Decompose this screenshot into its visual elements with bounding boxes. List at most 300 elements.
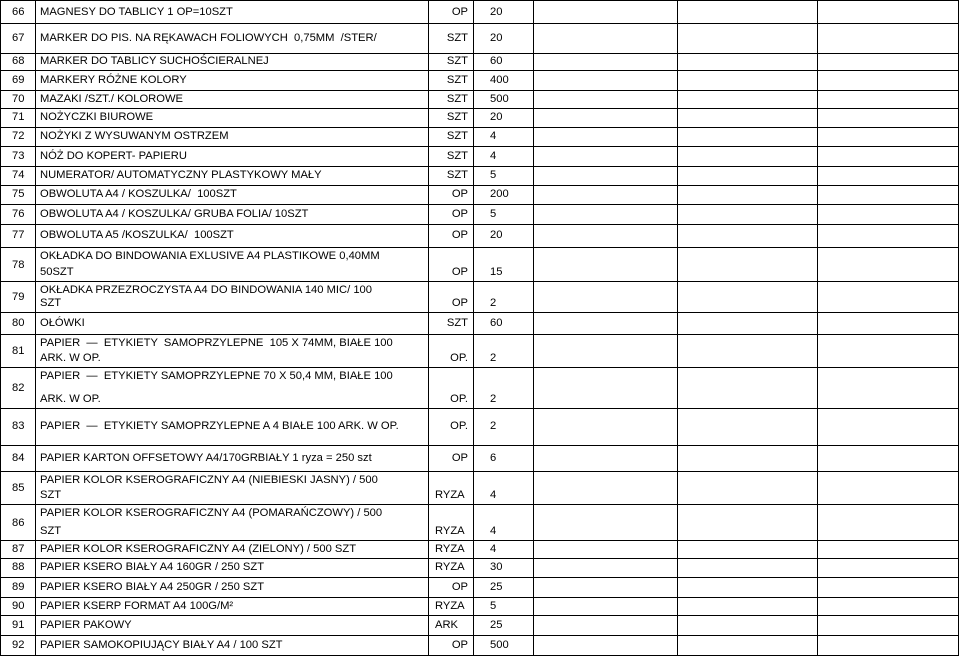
item-unit: OP: [451, 266, 468, 278]
cell-unit: [429, 248, 474, 282]
cell-unit: [429, 409, 474, 446]
cell-empty: [818, 186, 959, 205]
cell-name: [36, 225, 429, 248]
item-unit: OP: [451, 208, 468, 220]
cell-name: [36, 559, 429, 578]
cell-empty: [818, 578, 959, 598]
item-number: 82: [12, 382, 25, 394]
cell-empty: [818, 24, 959, 54]
item-number: 68: [12, 55, 25, 67]
item-name: MARKER DO PIS. NA RĘKAWACH FOLIOWYCH 0,75MM /STER/: [40, 32, 377, 44]
item-name: PAPIER KSERP FORMAT A4 100G/M²: [40, 600, 234, 612]
item-unit: OP: [451, 581, 468, 593]
cell-empty: [818, 147, 959, 167]
cell-number: [0, 186, 36, 205]
cell-unit: [429, 313, 474, 335]
cell-number: [0, 147, 36, 167]
cell-number: [0, 335, 36, 368]
cell-empty: [678, 24, 818, 54]
cell-empty: [818, 335, 959, 368]
item-number: 79: [12, 291, 25, 303]
cell-name: [36, 541, 429, 559]
item-number: 90: [12, 600, 25, 612]
item-name-line2: SZT: [40, 525, 62, 537]
item-quantity: 2: [490, 393, 497, 405]
cell-number: [0, 368, 36, 409]
table-row: [0, 616, 959, 636]
item-unit: SZT: [446, 317, 468, 329]
item-name: OŁÓWKI: [40, 317, 85, 329]
item-unit: RYZA: [435, 543, 465, 555]
cell-empty: [534, 167, 678, 186]
cell-number: [0, 205, 36, 225]
cell-unit: [429, 559, 474, 578]
cell-empty: [678, 91, 818, 109]
item-unit: RYZA: [435, 525, 465, 537]
cell-number: [0, 225, 36, 248]
item-name: PAPIER KOLOR KSEROGRAFICZNY A4 (NIEBIESKI JASNY) / 500: [40, 474, 378, 486]
table-row: [0, 636, 959, 656]
cell-empty: [534, 598, 678, 616]
cell-empty: [818, 472, 959, 505]
item-number: 77: [12, 229, 25, 241]
item-name-line2: SZT: [40, 489, 62, 501]
cell-number: [0, 24, 36, 54]
item-quantity: 25: [490, 619, 503, 631]
cell-name: [36, 368, 429, 409]
cell-quantity: [474, 128, 534, 147]
item-quantity: 4: [490, 150, 497, 162]
cell-empty: [818, 248, 959, 282]
cell-name: [36, 54, 429, 71]
cell-unit: [429, 282, 474, 313]
item-name-line2: 50SZT: [40, 266, 74, 278]
table-row: [0, 472, 959, 505]
cell-empty: [534, 636, 678, 656]
cell-empty: [534, 0, 678, 24]
cell-empty: [678, 636, 818, 656]
item-quantity: 2: [490, 297, 497, 309]
cell-unit: [429, 0, 474, 24]
cell-quantity: [474, 446, 534, 472]
item-quantity: 400: [490, 74, 509, 86]
item-unit: OP: [451, 188, 468, 200]
item-unit: OP.: [450, 393, 468, 405]
cell-number: [0, 559, 36, 578]
table-row: [0, 446, 959, 472]
item-number: 69: [12, 74, 25, 86]
item-name: OKŁADKA DO BINDOWANIA EXLUSIVE A4 PLASTIKOWE 0,40MM: [40, 250, 380, 262]
cell-name: [36, 24, 429, 54]
cell-empty: [818, 109, 959, 128]
item-quantity: 5: [490, 169, 497, 181]
cell-empty: [534, 368, 678, 409]
item-number: 74: [12, 169, 25, 181]
cell-empty: [534, 71, 678, 91]
table-row: [0, 71, 959, 91]
table-row: [0, 91, 959, 109]
cell-unit: [429, 24, 474, 54]
cell-empty: [534, 248, 678, 282]
table-row: [0, 578, 959, 598]
item-quantity: 60: [490, 55, 503, 67]
cell-empty: [818, 409, 959, 446]
cell-unit: [429, 225, 474, 248]
cell-unit: [429, 335, 474, 368]
item-unit: RYZA: [435, 600, 465, 612]
cell-empty: [818, 616, 959, 636]
cell-name: [36, 71, 429, 91]
cell-empty: [818, 225, 959, 248]
cell-quantity: [474, 636, 534, 656]
table-row: [0, 248, 959, 282]
item-name: PAPIER KARTON OFFSETOWY A4/170GRBIAŁY 1 ryza = 250 szt: [40, 452, 372, 464]
cell-quantity: [474, 71, 534, 91]
table-row: [0, 368, 959, 409]
cell-empty: [534, 446, 678, 472]
cell-empty: [534, 335, 678, 368]
item-quantity: 2: [490, 420, 497, 432]
cell-quantity: [474, 0, 534, 24]
item-quantity: 20: [490, 111, 503, 123]
table-row: [0, 24, 959, 54]
cell-empty: [534, 24, 678, 54]
item-unit: SZT: [446, 32, 468, 44]
item-name: NÓŻ DO KOPERT- PAPIERU: [40, 150, 187, 162]
cell-number: [0, 91, 36, 109]
cell-unit: [429, 186, 474, 205]
cell-empty: [678, 109, 818, 128]
cell-name: [36, 147, 429, 167]
item-name: PAPIER SAMOKOPIUJĄCY BIAŁY A4 / 100 SZT: [40, 639, 283, 651]
item-unit: SZT: [446, 55, 468, 67]
cell-empty: [678, 313, 818, 335]
table-row: [0, 598, 959, 616]
cell-unit: [429, 616, 474, 636]
cell-name: [36, 91, 429, 109]
item-unit: OP.: [450, 352, 468, 364]
item-quantity: 30: [490, 561, 503, 573]
cell-number: [0, 71, 36, 91]
cell-name: [36, 186, 429, 205]
item-name: NUMERATOR/ AUTOMATYCZNY PLASTYKOWY MAŁY: [40, 169, 322, 181]
cell-name: [36, 167, 429, 186]
item-name: PAPIER — ETYKIETY SAMOPRZYLEPNE 105 X 74MM, BIAŁE 100: [40, 337, 393, 349]
cell-empty: [818, 167, 959, 186]
cell-empty: [678, 128, 818, 147]
item-number: 84: [12, 452, 25, 464]
cell-quantity: [474, 472, 534, 505]
cell-unit: [429, 54, 474, 71]
cell-empty: [818, 368, 959, 409]
cell-number: [0, 409, 36, 446]
item-quantity: 500: [490, 93, 509, 105]
cell-quantity: [474, 616, 534, 636]
item-unit: SZT: [446, 150, 468, 162]
cell-quantity: [474, 205, 534, 225]
item-name: MAGNESY DO TABLICY 1 OP=10SZT: [40, 6, 233, 18]
cell-number: [0, 446, 36, 472]
cell-empty: [534, 505, 678, 541]
item-unit: SZT: [446, 111, 468, 123]
table-row: [0, 0, 959, 24]
item-unit: OP: [451, 229, 468, 241]
cell-empty: [678, 167, 818, 186]
cell-empty: [534, 225, 678, 248]
item-name: MAZAKI /SZT./ KOLOROWE: [40, 93, 183, 105]
cell-empty: [534, 54, 678, 71]
item-unit: SZT: [446, 130, 468, 142]
item-quantity: 60: [490, 317, 503, 329]
cell-name: [36, 598, 429, 616]
cell-quantity: [474, 409, 534, 446]
cell-number: [0, 598, 36, 616]
cell-empty: [534, 282, 678, 313]
table-row: [0, 541, 959, 559]
cell-quantity: [474, 24, 534, 54]
cell-unit: [429, 505, 474, 541]
cell-empty: [534, 91, 678, 109]
cell-unit: [429, 578, 474, 598]
cell-number: [0, 505, 36, 541]
item-number: 87: [12, 543, 25, 555]
item-quantity: 15: [490, 266, 503, 278]
item-name: PAPIER KOLOR KSEROGRAFICZNY A4 (ZIELONY) / 500 SZT: [40, 543, 357, 555]
cell-empty: [818, 636, 959, 656]
item-quantity: 4: [490, 130, 497, 142]
item-name: OBWOLUTA A4 / KOSZULKA/ GRUBA FOLIA/ 10SZT: [40, 208, 309, 220]
item-quantity: 20: [490, 229, 503, 241]
cell-empty: [818, 598, 959, 616]
cell-unit: [429, 472, 474, 505]
item-name-line2: SZT: [40, 297, 62, 309]
table-row: [0, 409, 959, 446]
cell-unit: [429, 636, 474, 656]
item-quantity: 4: [490, 525, 497, 537]
table-row: [0, 147, 959, 167]
cell-number: [0, 313, 36, 335]
cell-quantity: [474, 54, 534, 71]
item-name: NOŻYKI Z WYSUWANYM OSTRZEM: [40, 130, 229, 142]
cell-quantity: [474, 335, 534, 368]
item-name: PAPIER — ETYKIETY SAMOPRZYLEPNE 70 X 50,4 MM, BIAŁE 100: [40, 370, 393, 382]
cell-empty: [818, 71, 959, 91]
cell-empty: [678, 446, 818, 472]
item-quantity: 200: [490, 188, 509, 200]
item-number: 81: [12, 345, 25, 357]
item-unit: OP.: [450, 420, 468, 432]
cell-empty: [678, 282, 818, 313]
cell-quantity: [474, 248, 534, 282]
item-number: 75: [12, 188, 25, 200]
item-quantity: 4: [490, 543, 497, 555]
item-number: 92: [12, 639, 25, 651]
item-quantity: 500: [490, 639, 509, 651]
cell-quantity: [474, 368, 534, 409]
cell-name: [36, 248, 429, 282]
item-number: 91: [12, 619, 25, 631]
cell-name: [36, 313, 429, 335]
cell-name: [36, 335, 429, 368]
item-number: 85: [12, 482, 25, 494]
cell-empty: [534, 578, 678, 598]
cell-unit: [429, 446, 474, 472]
cell-number: [0, 472, 36, 505]
table-row: [0, 505, 959, 541]
cell-quantity: [474, 225, 534, 248]
table-row: [0, 313, 959, 335]
cell-name: [36, 282, 429, 313]
cell-name: [36, 109, 429, 128]
item-number: 86: [12, 517, 25, 529]
cell-number: [0, 0, 36, 24]
cell-name: [36, 578, 429, 598]
cell-name: [36, 472, 429, 505]
cell-unit: [429, 167, 474, 186]
cell-quantity: [474, 505, 534, 541]
item-number: 71: [12, 111, 25, 123]
cell-empty: [678, 616, 818, 636]
cell-empty: [818, 505, 959, 541]
item-quantity: 6: [490, 452, 497, 464]
cell-quantity: [474, 109, 534, 128]
item-number: 78: [12, 259, 25, 271]
cell-unit: [429, 541, 474, 559]
cell-name: [36, 205, 429, 225]
cell-name: [36, 505, 429, 541]
item-number: 89: [12, 581, 25, 593]
cell-empty: [818, 282, 959, 313]
cell-empty: [678, 598, 818, 616]
cell-quantity: [474, 147, 534, 167]
item-number: 83: [12, 420, 25, 432]
cell-name: [36, 0, 429, 24]
table-row: [0, 167, 959, 186]
item-quantity: 2: [490, 352, 497, 364]
cell-empty: [678, 559, 818, 578]
cell-number: [0, 282, 36, 313]
cell-quantity: [474, 282, 534, 313]
cell-number: [0, 109, 36, 128]
item-unit: OP: [451, 297, 468, 309]
cell-quantity: [474, 186, 534, 205]
cell-number: [0, 578, 36, 598]
cell-empty: [678, 147, 818, 167]
cell-empty: [534, 616, 678, 636]
cell-empty: [818, 91, 959, 109]
cell-empty: [534, 128, 678, 147]
item-name: PAPIER KSERO BIAŁY A4 250GR / 250 SZT: [40, 581, 265, 593]
item-quantity: 20: [490, 6, 503, 18]
item-number: 72: [12, 130, 25, 142]
table-row: [0, 54, 959, 71]
item-quantity: 5: [490, 600, 497, 612]
cell-unit: [429, 128, 474, 147]
item-quantity: 25: [490, 581, 503, 593]
item-name-line2: ARK. W OP.: [40, 352, 101, 364]
item-name: PAPIER KSERO BIAŁY A4 160GR / 250 SZT: [40, 561, 265, 573]
item-unit: ARK: [435, 619, 459, 631]
cell-empty: [818, 128, 959, 147]
cell-empty: [818, 446, 959, 472]
cell-quantity: [474, 313, 534, 335]
item-name: NOŻYCZKI BIUROWE: [40, 111, 154, 123]
table-row: [0, 225, 959, 248]
cell-quantity: [474, 559, 534, 578]
cell-number: [0, 541, 36, 559]
cell-number: [0, 636, 36, 656]
cell-empty: [678, 578, 818, 598]
cell-quantity: [474, 91, 534, 109]
cell-unit: [429, 147, 474, 167]
item-name: OBWOLUTA A4 / KOSZULKA/ 100SZT: [40, 188, 237, 200]
table-row: [0, 186, 959, 205]
cell-empty: [534, 559, 678, 578]
cell-empty: [678, 368, 818, 409]
item-quantity: 4: [490, 489, 497, 501]
item-name: PAPIER KOLOR KSEROGRAFICZNY A4 (POMARAŃCZOWY) / 500: [40, 507, 383, 519]
cell-empty: [678, 505, 818, 541]
cell-empty: [534, 205, 678, 225]
item-number: 88: [12, 561, 25, 573]
cell-name: [36, 636, 429, 656]
cell-empty: [534, 186, 678, 205]
cell-number: [0, 616, 36, 636]
item-unit: SZT: [446, 93, 468, 105]
cell-quantity: [474, 167, 534, 186]
item-number: 70: [12, 93, 25, 105]
item-name: OBWOLUTA A5 /KOSZULKA/ 100SZT: [40, 229, 234, 241]
cell-number: [0, 128, 36, 147]
cell-number: [0, 248, 36, 282]
cell-name: [36, 446, 429, 472]
item-name: MARKERY RÓŻNE KOLORY: [40, 74, 187, 86]
cell-empty: [678, 186, 818, 205]
cell-empty: [534, 472, 678, 505]
cell-empty: [818, 0, 959, 24]
cell-empty: [818, 54, 959, 71]
item-unit: RYZA: [435, 561, 465, 573]
cell-empty: [678, 541, 818, 559]
item-unit: RYZA: [435, 489, 465, 501]
cell-empty: [534, 409, 678, 446]
item-quantity: 5: [490, 208, 497, 220]
cell-unit: [429, 368, 474, 409]
item-unit: SZT: [446, 74, 468, 86]
item-quantity: 20: [490, 32, 503, 44]
cell-empty: [818, 541, 959, 559]
item-name: PAPIER — ETYKIETY SAMOPRZYLEPNE A 4 BIAŁE 100 ARK. W OP.: [40, 420, 399, 432]
cell-empty: [678, 248, 818, 282]
cell-number: [0, 54, 36, 71]
item-name-line2: ARK. W OP.: [40, 393, 101, 405]
cell-empty: [678, 335, 818, 368]
cell-name: [36, 616, 429, 636]
item-name: PAPIER PAKOWY: [40, 619, 132, 631]
item-unit: OP: [451, 452, 468, 464]
cell-empty: [534, 147, 678, 167]
cell-empty: [678, 71, 818, 91]
table-row: [0, 128, 959, 147]
cell-empty: [678, 205, 818, 225]
cell-empty: [678, 409, 818, 446]
table-row: [0, 282, 959, 313]
item-unit: SZT: [446, 169, 468, 181]
cell-empty: [818, 205, 959, 225]
cell-unit: [429, 205, 474, 225]
table-row: [0, 205, 959, 225]
item-number: 73: [12, 150, 25, 162]
